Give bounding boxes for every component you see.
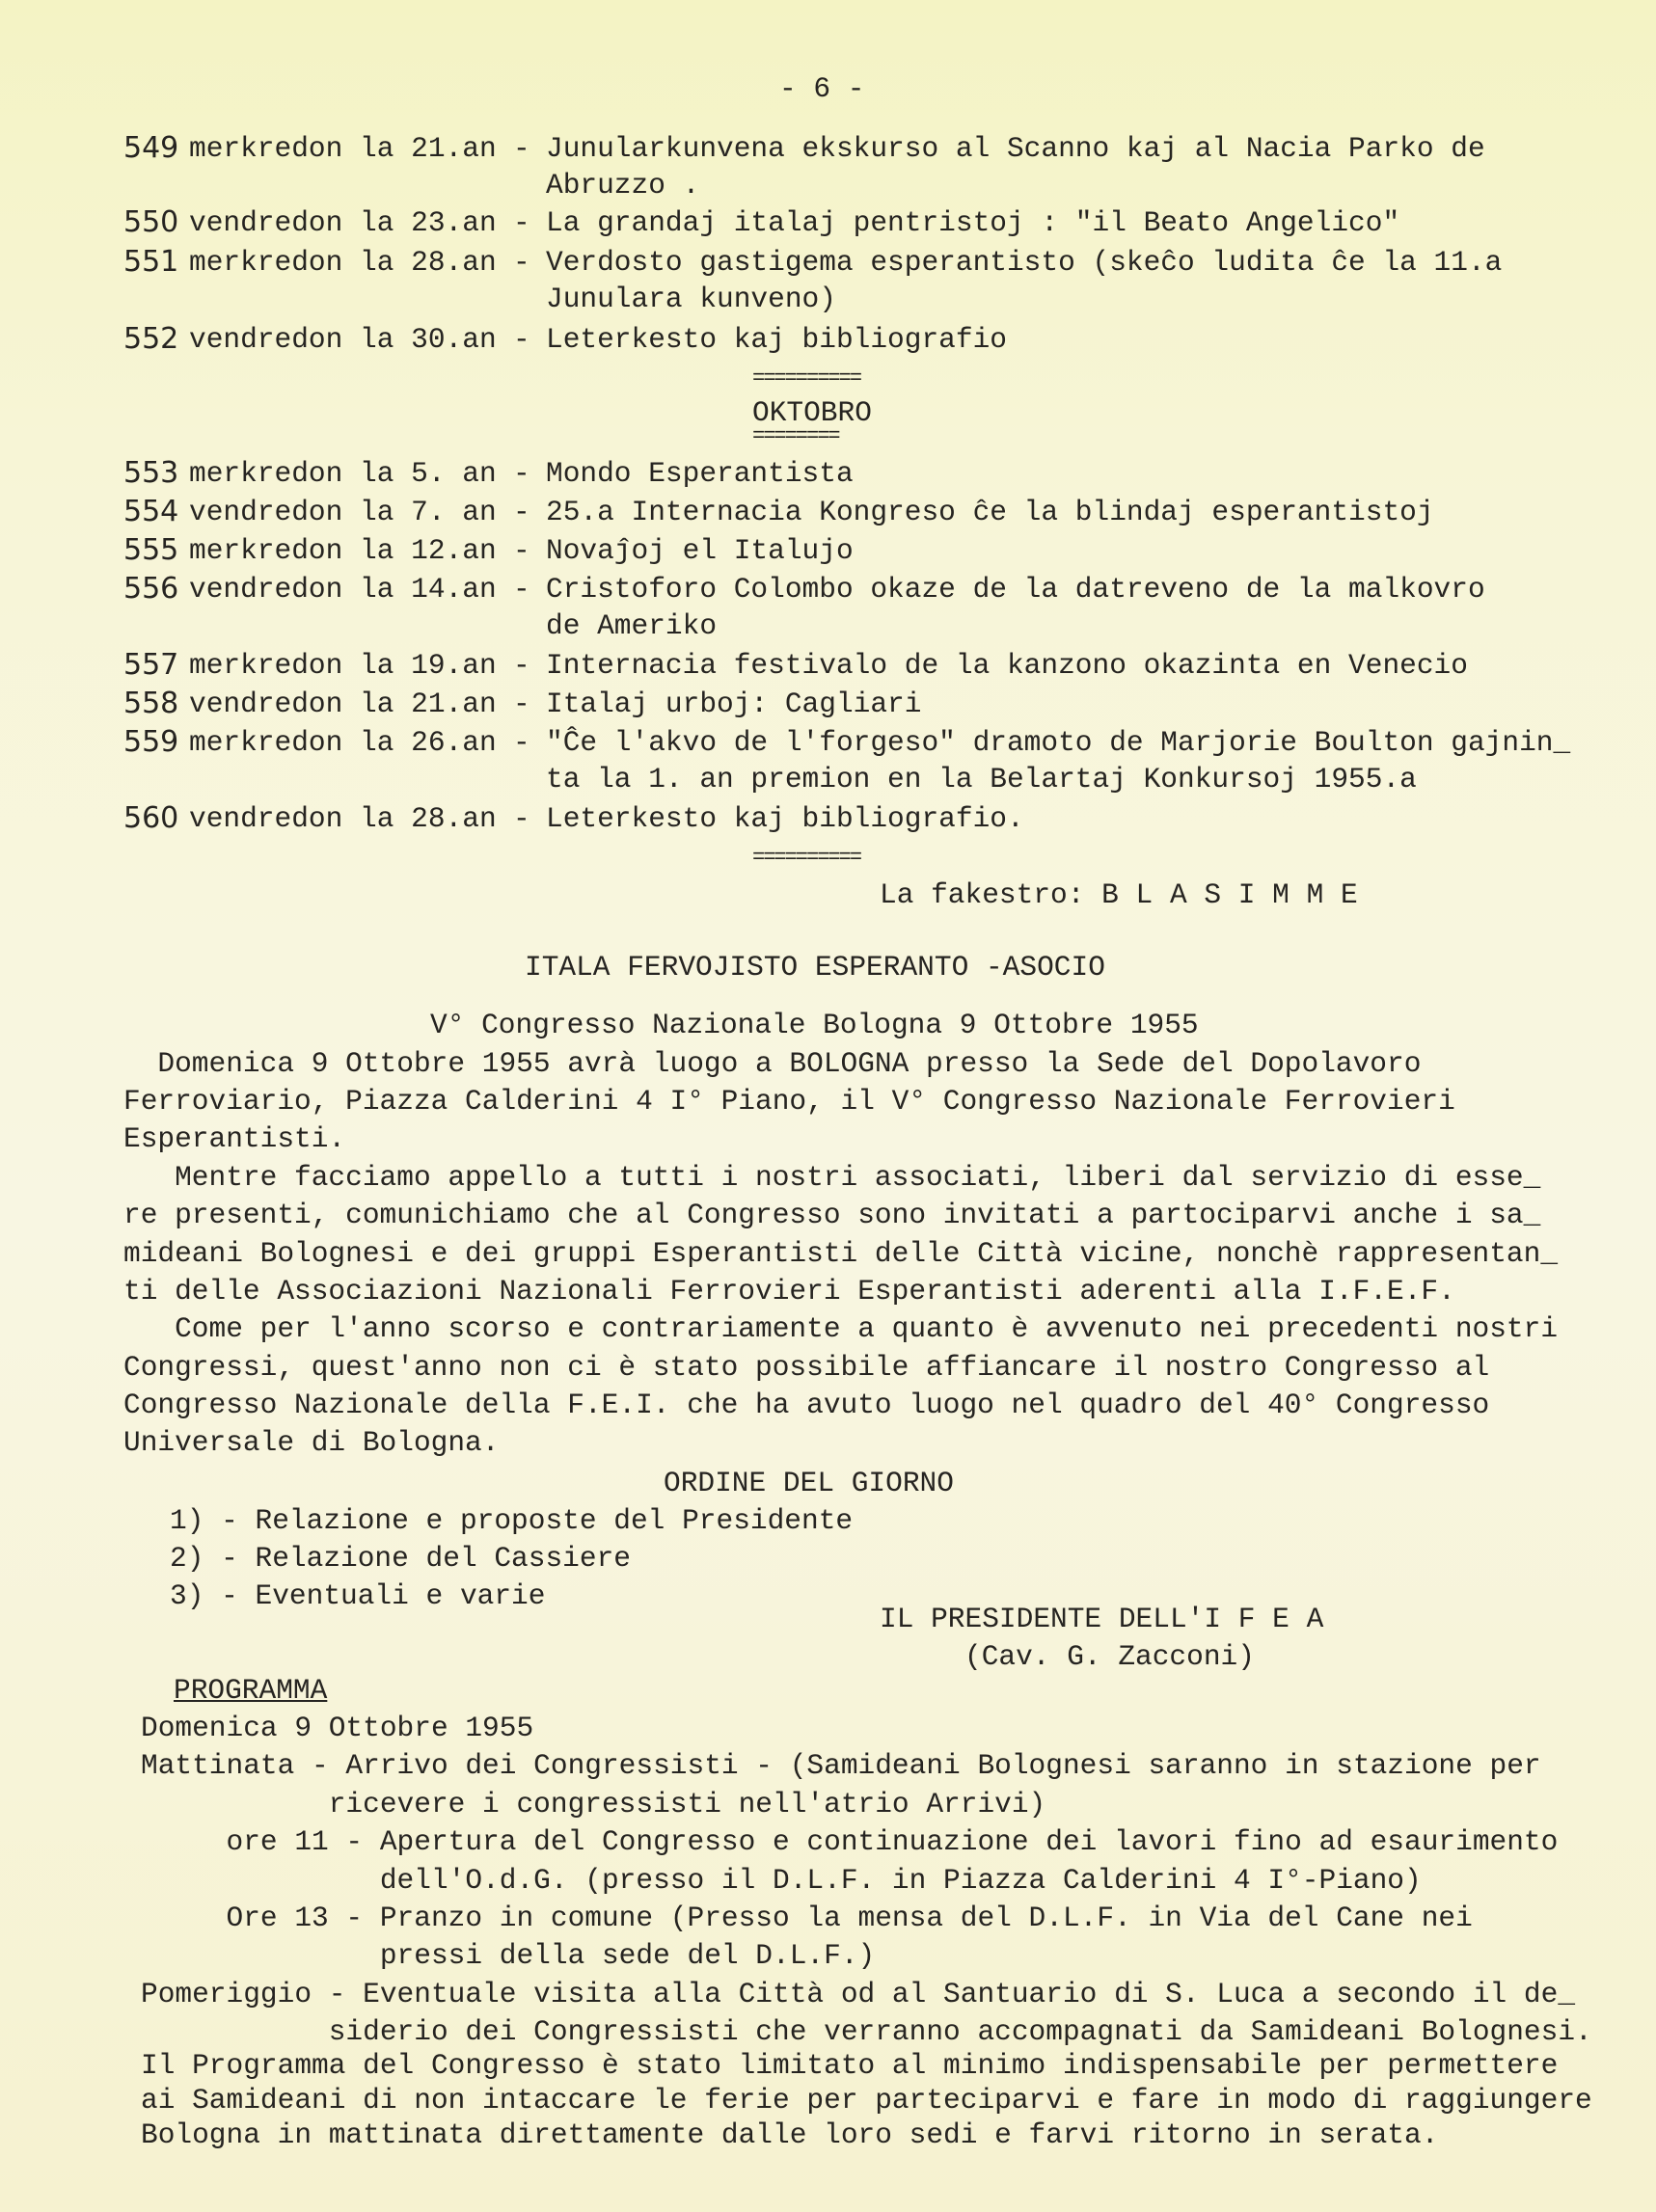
broadcast-number: 553	[123, 456, 179, 490]
body-line: Mentre facciamo appello a tutti i nostri associati, liberi dal servizio di esse_	[123, 1161, 1541, 1194]
programma-line: ai Samideani di non intaccare le ferie per parteciparvi e fare in modo di raggiungere	[141, 2084, 1592, 2117]
programma-line: ore 11 - Apertura del Congresso e continuazione dei lavori fino ad esaurimento	[141, 1825, 1559, 1858]
broadcast-topic: Leterkesto kaj bibliografio.	[546, 802, 1024, 835]
broadcast-day: merkredon la 19.an	[189, 649, 497, 682]
body-line: Congressi, quest'anno non ci è stato possibile affiancare il nostro Congresso al	[123, 1351, 1490, 1384]
broadcast-topic: 25.a Internacia Kongreso ĉe la blindaj esperantistoj	[546, 496, 1434, 528]
document-page: - 6 - 549 merkredon la 21.an - Junularkunvena ekskurso al Scanno kaj al Nacia Parko de Abruzzo . 550 vendredon la 23.an - La grandaj italaj pentristoj : "il Beato Angelico" 551 merkredon la 28.an - Verdosto gastigema esperantisto (skeĉo ludita ĉe la 11.a Junulara kunveno) 552 vendredon la 30.an - Leterkesto kaj bibliografio ========== OKTOBRO ======== 553 merkredon la 5. an - Mondo Esperantista 554 vendredon la 7. an - 25.a Internacia Kongreso ĉe la blindaj esperantistoj 555 merkredon la 12.an - Novaĵoj el Italujo 556 vendredon la 14.an - Cristoforo Colombo okaze de la datreveno de la malkovro de Ameriko 557 merkredon la 19.an - Internacia festivalo de la kanzono okazinta en Venecio 558 vendredon la 21.an - Italaj urboj: Cagliari 559 merkredon la 26.an - "Ĉe l'akvo de l'forgeso" dramoto de Marjorie Boulton gajnin_ ta la 1. an premion en la Belartaj Konkursoj 1955.a 560 vendredon la 28.an - Leterkesto kaj bibliografio. ========== La fakestro: B L A S I M M E ITALA FERVOJISTO ESPERANTO -ASOCIO V° Congresso Nazionale Bologna 9 Ottobre 1955 Domenica 9 Ottobre 1955 avrà luogo a BOLOGNA presso la Sede del Dopolavoro Ferroviario, Piazza Calderini 4 I° Piano, il V° Congresso Nazionale Ferrovieri Esperantisti. Mentre facciamo appello a tutti i nostri associati, liberi dal servizio di esse_ re presenti, comunichiamo che al Congresso sono invitati a partociparvi anche i sa_ mideani Bolognesi e dei gruppi Esperantisti delle Città vicine, nonchè rappresentan_ ti delle Associazioni Nazionali Ferrovieri Esperantisti aderenti alla I.F.E.F. Come per l'anno scorso e contrariamente a quanto è avvenuto nei precedenti nostri Congressi, quest'anno non ci è stato possibile affiancare il nostro Congresso al Congresso Nazionale della F.E.I. che ha avuto luogo nel quadro del 40° Congresso Universale di Bologna. ORDINE DEL GIORNO 1) - Relazione e proposte del Presidente 2) - Relazione del Cassiere 3) - Eventuali e varie IL PRESIDENTE DELL'I F E A (Cav. G. Zacconi) PROGRAMMA Domenica 9 Ottobre 1955 Mattinata - Arrivo dei Congressisti - (Samideani Bolognesi saranno in stazione per ricevere i congressisti nell'atrio Arrivi) ore 11 - Apertura del Congresso e continuazione dei lavori fino ad esaurimento dell'O.d.G. (presso il D.L.F. in Piazza Calderini 4 I°-Piano) Ore 13 - Pranzo in comune (Presso la mensa del D.L.F. in Via del Cane nei pressi della sede del D.L.F.) Pomeriggio - Eventuale visita alla Città od al Santuario di S. Luca a secondo il de_ siderio dei Congressisti che verranno accompagnati da Samideani Bolognesi. Il Programma del Congresso è stato limitato al minimo indispensabile per permettere ai Samideani di non intaccare le ferie per parteciparvi e fare in modo di raggiungere Bologna in mattinata direttamente dalle loro sedi e farvi ritorno in serata.	[0, 0, 1656, 2212]
programma-line: Bologna in mattinata direttamente dalle loro sedi e farvi ritorno in serata.	[141, 2118, 1439, 2151]
programma-line: dell'O.d.G. (presso il D.L.F. in Piazza Calderini 4 I°-Piano)	[141, 1864, 1422, 1897]
broadcast-topic: Novaĵoj el Italujo	[546, 534, 854, 567]
body-line: Domenica 9 Ottobre 1955 avrà luogo a BOLOGNA presso la Sede del Dopolavoro	[123, 1047, 1422, 1080]
broadcast-day: merkredon la 26.an	[189, 726, 497, 759]
body-line: re presenti, comunichiamo che al Congresso sono invitati a partociparvi anche i sa_	[123, 1199, 1541, 1231]
broadcast-topic: Junularkunvena ekskurso al Scanno kaj al Nacia Parko de	[546, 132, 1485, 165]
broadcast-topic: Cristoforo Colombo okaze de la datreveno de la malkovro	[546, 573, 1485, 606]
programma-line: Il Programma del Congresso è stato limitato al minimo indispensabile per permettere	[141, 2049, 1559, 2082]
broadcast-topic-cont: ta la 1. an premion en la Belartaj Konkursoj 1955.a	[546, 763, 1417, 796]
agenda-item: 3) - Eventuali e varie	[170, 1579, 546, 1612]
broadcast-topic: Italaj urboj: Cagliari	[546, 688, 922, 720]
broadcast-number: 555	[123, 533, 179, 567]
broadcast-day: vendredon la 7. an	[189, 496, 497, 528]
body-line: Come per l'anno scorso e contrariamente a quanto è avvenuto nei precedenti nostri	[123, 1312, 1559, 1345]
broadcast-topic: Verdosto gastigema esperantisto (skeĉo ludita ĉe la 11.a	[546, 246, 1503, 279]
broadcast-topic: Leterkesto kaj bibliografio	[546, 323, 1007, 356]
broadcast-topic: "Ĉe l'akvo de l'forgeso" dramoto de Marjorie Boulton gajnin_	[546, 726, 1571, 759]
broadcast-number: 549	[123, 131, 179, 165]
broadcast-number: 552	[123, 322, 179, 356]
broadcast-topic: La grandaj italaj pentristoj : "il Beato Angelico"	[546, 206, 1400, 239]
broadcast-day: vendredon la 21.an	[189, 688, 497, 720]
programma-line: Domenica 9 Ottobre 1955	[141, 1712, 534, 1744]
body-line: Esperantisti.	[123, 1122, 346, 1155]
programma-title: PROGRAMMA	[174, 1674, 328, 1707]
month-heading: OKTOBRO	[752, 396, 872, 429]
programma-line: Ore 13 - Pranzo in comune (Presso la mensa del D.L.F. in Via del Cane nei	[141, 1902, 1473, 1934]
body-line: Universale di Bologna.	[123, 1426, 500, 1459]
signature: La fakestro: B L A S I M M E	[880, 878, 1358, 911]
broadcast-number: 554	[123, 495, 179, 528]
body-line: mideani Bolognesi e dei gruppi Esperantisti delle Città vicine, nonchè rappresentan_	[123, 1237, 1559, 1270]
separator: ==========	[752, 366, 861, 391]
agenda-item: 2) - Relazione del Cassiere	[170, 1542, 631, 1575]
president-title: IL PRESIDENTE DELL'I F E A	[880, 1603, 1324, 1635]
association-title: ITALA FERVOJISTO ESPERANTO -ASOCIO	[525, 951, 1105, 984]
broadcast-number: 558	[123, 687, 179, 720]
broadcast-topic-cont: de Ameriko	[546, 609, 718, 642]
broadcast-number: 559	[123, 725, 179, 759]
broadcast-number: 551	[123, 245, 179, 279]
broadcast-day: merkredon la 12.an	[189, 534, 497, 567]
congress-title: V° Congresso Nazionale Bologna 9 Ottobre 1955	[430, 1009, 1199, 1041]
broadcast-number: 557	[123, 648, 179, 682]
body-line: Congresso Nazionale della F.E.I. che ha avuto luogo nel quadro del 40° Congresso	[123, 1389, 1490, 1421]
broadcast-day: vendredon la 23.an	[189, 206, 497, 239]
broadcast-day: vendredon la 28.an	[189, 802, 497, 835]
president-name: (Cav. G. Zacconi)	[964, 1640, 1255, 1673]
broadcast-day: merkredon la 28.an	[189, 246, 497, 279]
agenda-title: ORDINE DEL GIORNO	[664, 1467, 954, 1499]
programma-line: ricevere i congressisti nell'atrio Arrivi)	[141, 1788, 1046, 1821]
programma-line: siderio dei Congressisti che verranno accompagnati da Samideani Bolognesi.	[141, 2015, 1592, 2048]
programma-line: pressi della sede del D.L.F.)	[141, 1939, 876, 1972]
body-line: ti delle Associazioni Nazionali Ferrovieri Esperantisti aderenti alla I.F.E.F.	[123, 1275, 1455, 1308]
agenda-item: 1) - Relazione e proposte del Presidente	[170, 1504, 854, 1537]
body-line: Ferroviario, Piazza Calderini 4 I° Piano, il V° Congresso Nazionale Ferrovieri	[123, 1085, 1455, 1118]
programma-line: Pomeriggio - Eventuale visita alla Città od al Santuario di S. Luca a secondo il de_	[141, 1978, 1576, 2010]
broadcast-number: 556	[123, 572, 179, 606]
separator: ==========	[752, 846, 861, 870]
programma-line: Mattinata - Arrivo dei Congressisti - (Samideani Bolognesi saranno in stazione per	[141, 1749, 1541, 1782]
broadcast-number: 560	[123, 801, 179, 835]
broadcast-day: vendredon la 30.an	[189, 323, 497, 356]
page-number: - 6 -	[779, 72, 865, 105]
separator: ========	[752, 424, 839, 448]
broadcast-topic-cont: Abruzzo .	[546, 169, 700, 202]
broadcast-day: merkredon la 5. an	[189, 457, 497, 490]
broadcast-number: 550	[123, 205, 179, 239]
broadcast-day: vendredon la 14.an	[189, 573, 497, 606]
broadcast-topic-cont: Junulara kunveno)	[546, 283, 836, 315]
broadcast-topic: Mondo Esperantista	[546, 457, 854, 490]
broadcast-day: merkredon la 21.an	[189, 132, 497, 165]
broadcast-topic: Internacia festivalo de la kanzono okazinta en Venecio	[546, 649, 1468, 682]
